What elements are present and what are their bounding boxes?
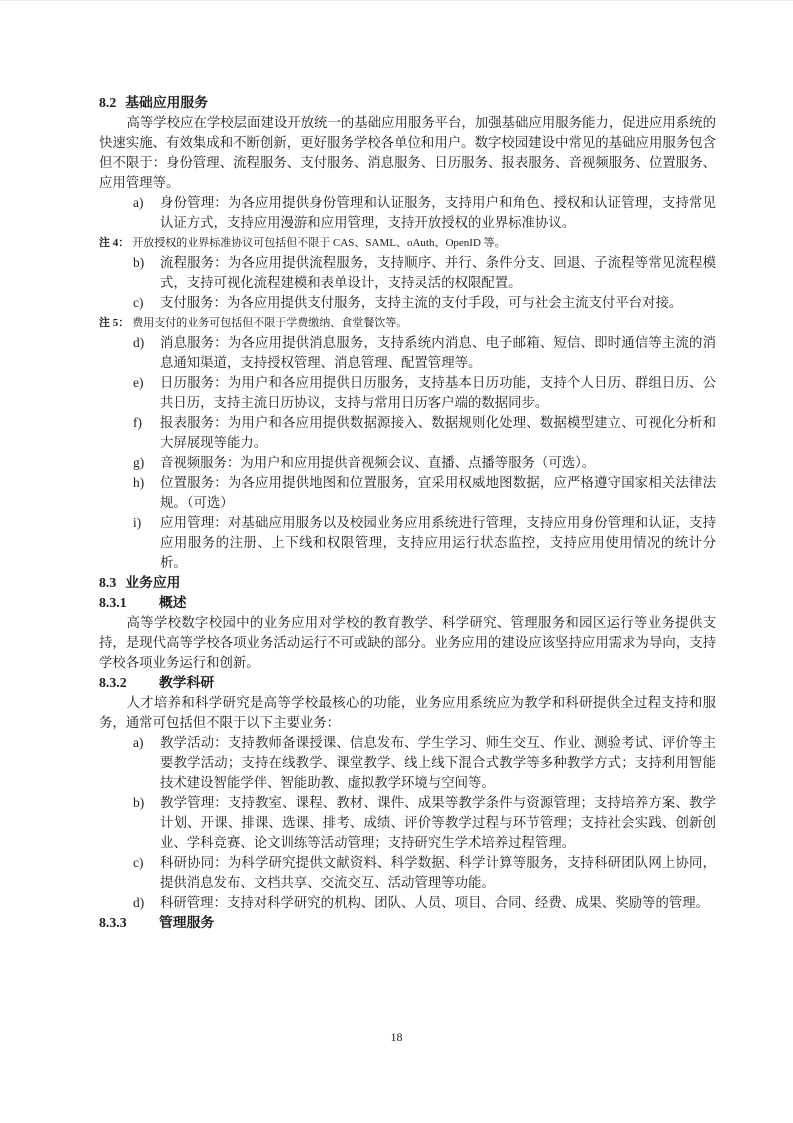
list-item-label: d) — [133, 895, 145, 910]
section-title: 业务应用 — [125, 575, 181, 590]
list-item-text: 科研管理：支持对科学研究的机构、团队、人员、项目、合同、经费、成果、奖励等的管理。 — [160, 895, 710, 910]
section-8-3-1-paragraph: 高等学校数字校园中的业务应用对学校的教育教学、科学研究、管理服务和园区运行等业务提供支持，是现代高等学校各项业务活动运行不可或缺的部分。业务应用的建设应该坚持应用需求为导向，支持学校各项业务运行和创新。 — [99, 615, 716, 670]
note-text: 开放授权的业界标准协议可包括但不限于 CAS、SAML、oAuth、OpenID 等。 — [132, 237, 506, 249]
list-item-label: d) — [133, 335, 145, 350]
list-item-label: e) — [133, 375, 144, 390]
list-item-text: 流程服务：为各应用提供流程服务，支持顺序、并行、条件分支、回退、子流程等常见流程模式，支持可视化流程建模和表单设计，支持灵活的权限配置。 — [160, 255, 716, 290]
list-item-d — [99, 333, 716, 373]
list-item-text: 科研协同：为科学研究提供文献资料、科学数据、科学计算等服务，支持科研团队网上协同，提供消息发布、文档共享、交流交互、活动管理等功能。 — [160, 855, 716, 890]
list-item-g — [99, 453, 716, 473]
list-item-a — [99, 193, 716, 233]
section-heading-8-3 — [99, 573, 716, 593]
list-item-label: a) — [133, 195, 144, 210]
subsection-heading-8-3-1 — [99, 593, 716, 613]
list-item-label: g) — [133, 455, 145, 470]
list-item-label: b) — [133, 255, 145, 270]
list-item-text: 身份管理：为各应用提供身份管理和认证服务，支持用户和角色、授权和认证管理，支持常见认证方式，支持应用漫游和应用管理，支持开放授权的业界标准协议。 — [160, 195, 716, 230]
list-item-label: i) — [133, 515, 142, 530]
list-item-text: 日历服务：为用户和各应用提供日历服务，支持基本日历功能，支持个人日历、群组日历、公共日历，支持主流日历协议，支持与常用日历客户端的数据同步。 — [160, 375, 716, 410]
list-item-b — [99, 253, 716, 293]
list-item-label: c) — [133, 295, 144, 310]
list-item-d — [99, 893, 716, 913]
list-item-a — [99, 733, 716, 793]
subsection-title: 管理服务 — [159, 915, 215, 930]
list-item-label: c) — [133, 855, 144, 870]
subsection-number: 8.3.2 — [99, 675, 127, 690]
subsection-title: 概述 — [159, 595, 187, 610]
section-8-3-2-intro-paragraph: 人才培养和科学研究是高等学校最核心的功能，业务应用系统应为教学和科研提供全过程支持和服务，通常可包括但不限于以下主要业务： — [99, 695, 716, 730]
note-label: 注 4： — [99, 237, 130, 249]
list-item-text: 教学活动：支持教师备课授课、信息发布、学生学习、师生交互、作业、测验考试、评价等主要教学活动；支持在线教学、课堂教学、线上线下混合式教学等多种教学方式；支持利用智能技术建设智能学伴、智能助教、虚拟教学环境与空间等。 — [160, 735, 716, 790]
list-item-text: 支付服务：为各应用提供支付服务，支持主流的支付手段，可与社会主流支付平台对接。 — [160, 295, 683, 310]
list-item-label: f) — [133, 415, 142, 430]
list-item-text: 音视频服务：为用户和应用提供音视频会议、直播、点播等服务（可选）。 — [160, 455, 596, 470]
subsection-number: 8.3.1 — [99, 595, 127, 610]
list-item-text: 应用管理：对基础应用服务以及校园业务应用系统进行管理，支持应用身份管理和认证，支持应用服务的注册、上下线和权限管理，支持应用运行状态监控，支持应用使用情况的统计分析。 — [160, 515, 716, 570]
page-content — [99, 93, 716, 933]
list-item-f — [99, 413, 716, 453]
note-4 — [99, 233, 716, 253]
list-item-c — [99, 853, 716, 893]
list-item-label: a) — [133, 735, 144, 750]
list-item-label: h) — [133, 475, 145, 490]
list-item-c — [99, 293, 716, 313]
list-item-e — [99, 373, 716, 413]
list-item-h — [99, 473, 716, 513]
list-item-text: 位置服务：为各应用提供地图和位置服务，宜采用权威地图数据，应严格遵守国家相关法律法规。（可选） — [160, 475, 716, 510]
subsection-heading-8-3-2 — [99, 673, 716, 693]
note-label: 注 5： — [99, 317, 130, 329]
list-item-text: 报表服务：为用户和各应用提供数据源接入、数据规则化处理、数据模型建立、可视化分析和大屏展现等能力。 — [160, 415, 716, 450]
list-item-label: b) — [133, 795, 145, 810]
subsection-heading-8-3-3 — [99, 913, 716, 933]
note-text: 费用支付的业务可包括但不限于学费缴纳、食堂餐饮等。 — [132, 317, 408, 329]
section-title: 基础应用服务 — [125, 95, 209, 110]
section-8-2-intro-paragraph: 高等学校应在学校层面建设开放统一的基础应用服务平台，加强基础应用服务能力，促进应用系统的快速实施、有效集成和不断创新，更好服务学校各单位和用户。数字校园建设中常见的基础应用服务包含但不限于：身份管理、流程服务、支付服务、消息服务、日历服务、报表服务、音视频服务、位置服务、应用管理等。 — [99, 115, 716, 190]
page-number: 18 — [390, 1030, 403, 1044]
list-item-text: 消息服务：为各应用提供消息服务，支持系统内消息、电子邮箱、短信、即时通信等主流的消息通知渠道，支持授权管理、消息管理、配置管理等。 — [160, 335, 716, 370]
list-item-b — [99, 793, 716, 853]
section-number: 8.2 — [99, 95, 117, 110]
subsection-title: 教学科研 — [159, 675, 215, 690]
section-number: 8.3 — [99, 575, 117, 590]
section-heading-8-2 — [99, 93, 716, 113]
list-item-i — [99, 513, 716, 573]
list-item-text: 教学管理：支持教室、课程、教材、课件、成果等教学条件与资源管理；支持培养方案、教学计划、开课、排课、选课、排考、成绩、评价等教学过程与环节管理；支持社会实践、创新创业、学科竞赛、论文训练等活动管理；支持研究生学术培养过程管理。 — [160, 795, 716, 850]
note-5 — [99, 313, 716, 333]
subsection-number: 8.3.3 — [99, 915, 127, 930]
